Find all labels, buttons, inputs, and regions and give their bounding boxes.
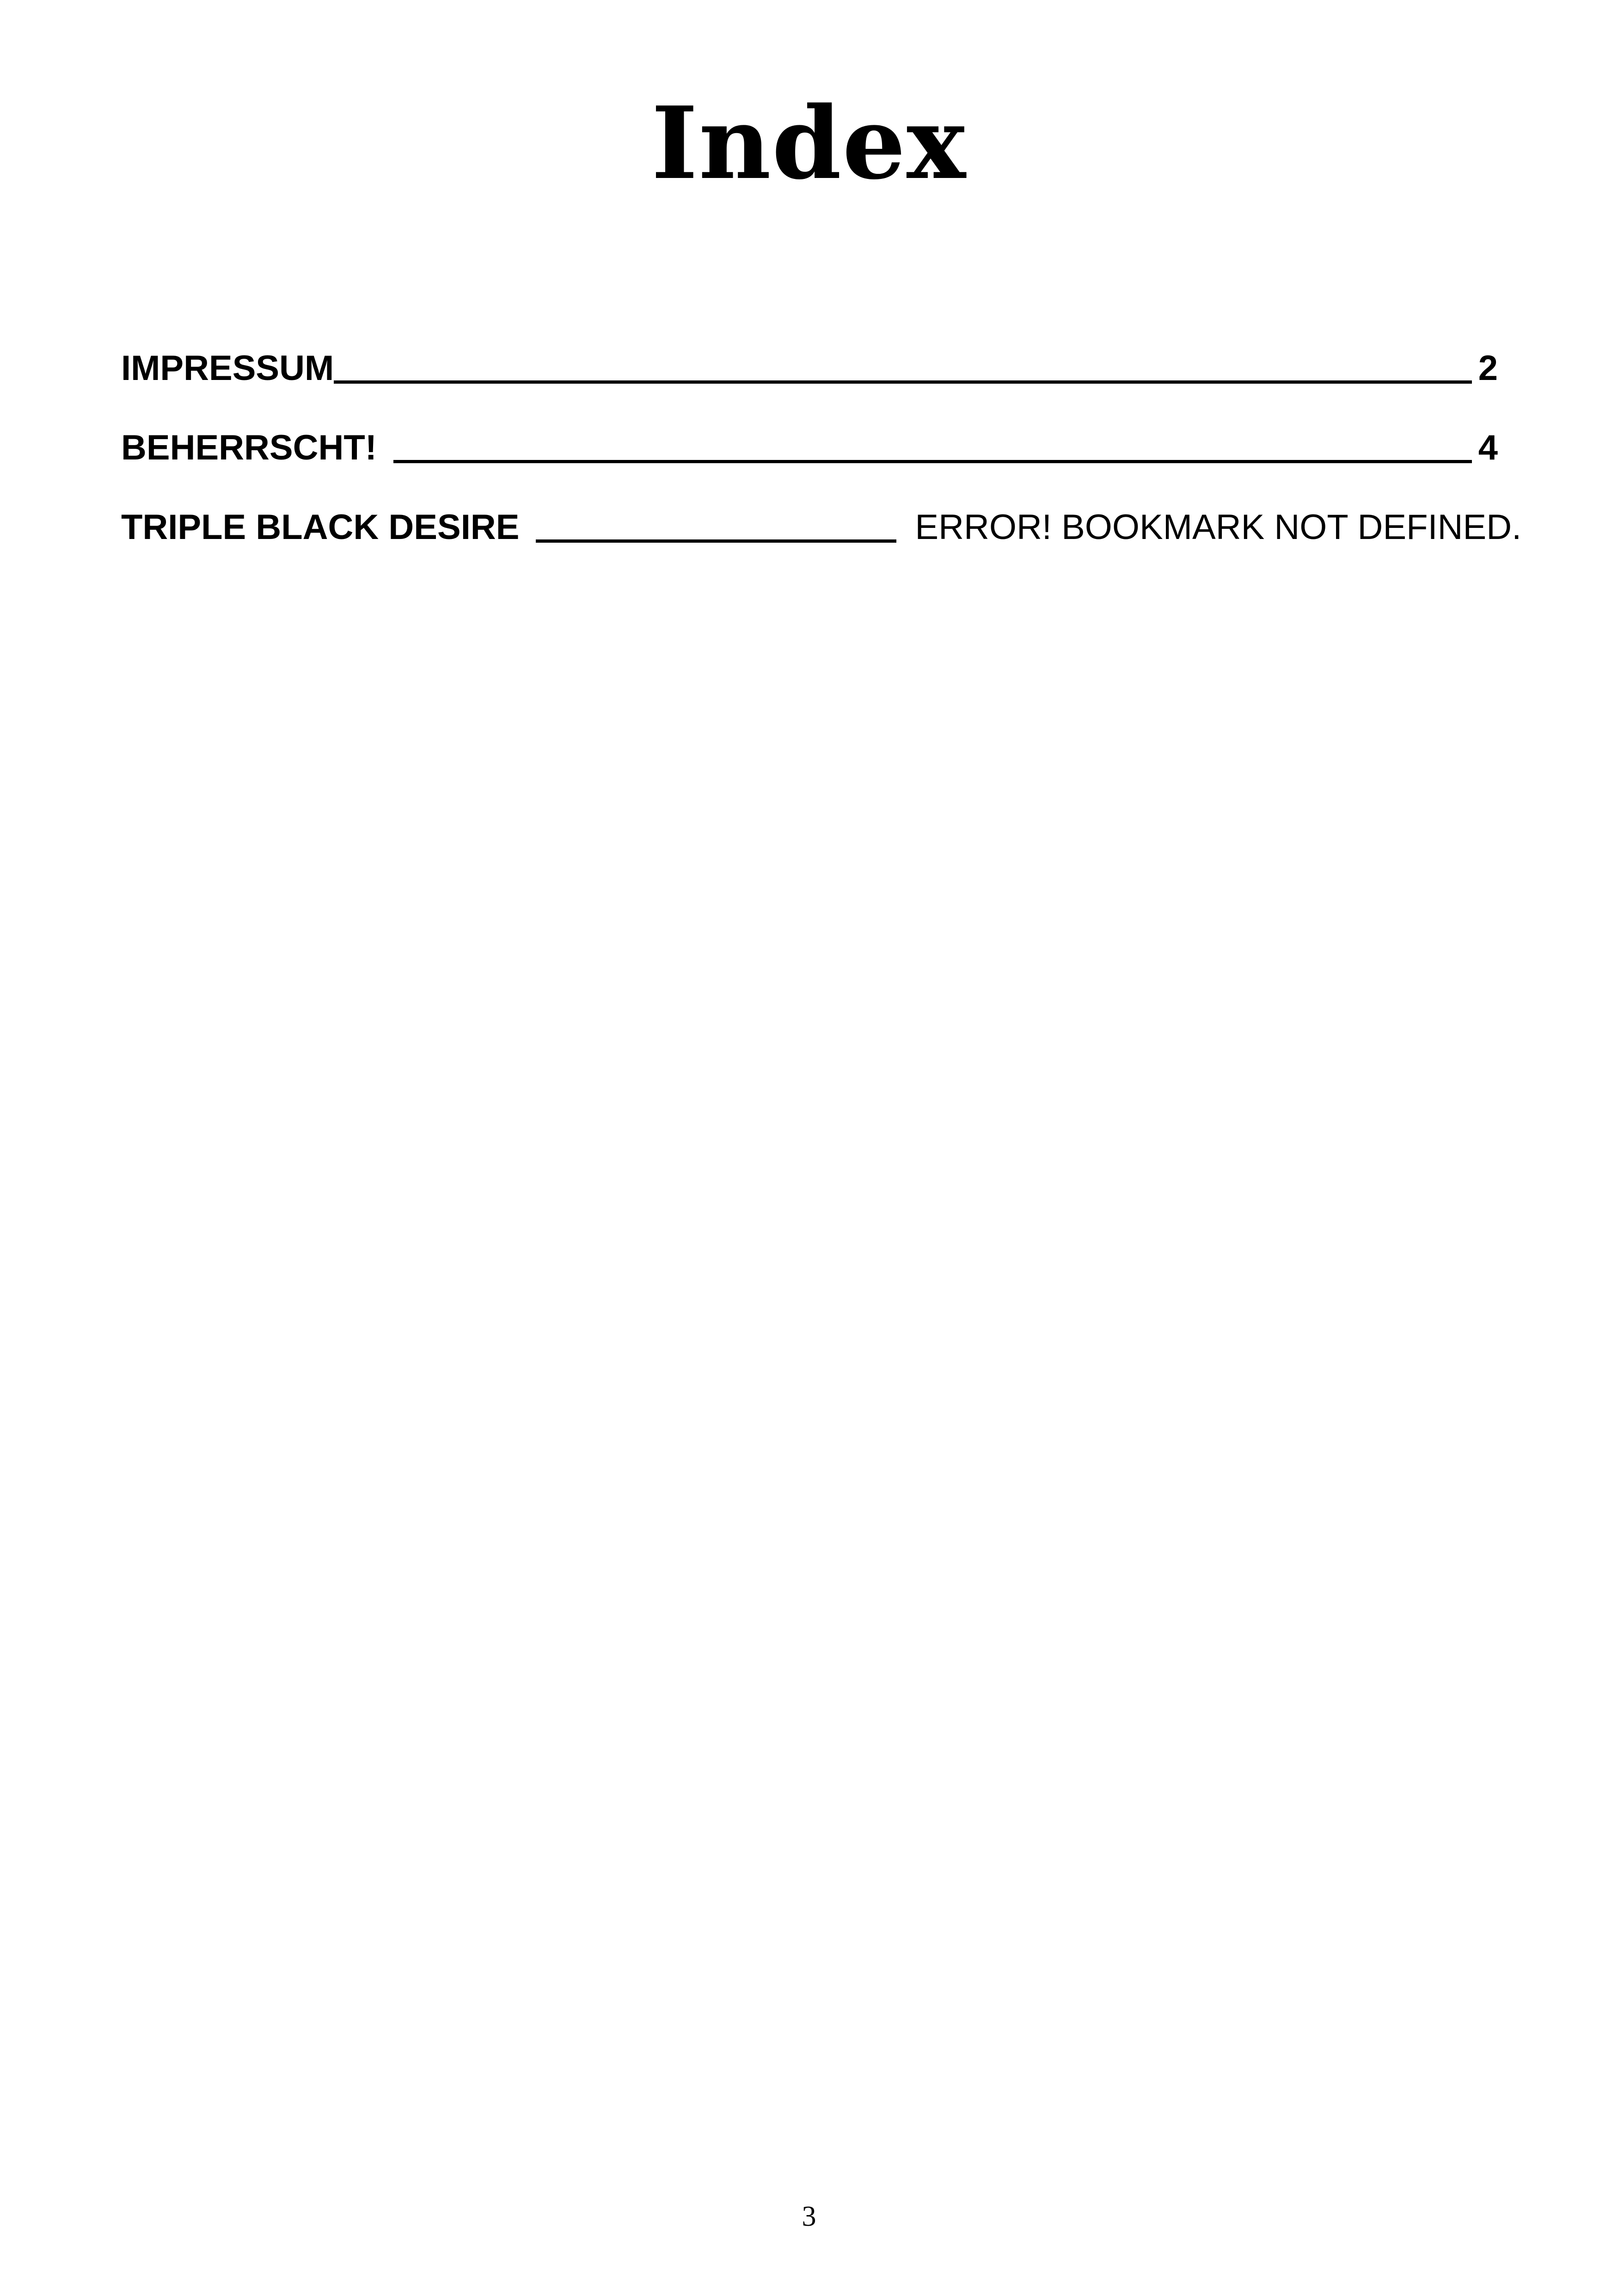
toc-leader-line bbox=[536, 539, 896, 543]
toc-entry-label: BEHERRSCHT! bbox=[121, 428, 377, 467]
toc-leader-line bbox=[393, 460, 1472, 463]
page-title: Index bbox=[651, 85, 967, 202]
toc-leader-line bbox=[334, 380, 1471, 384]
toc-entry-error-message: ERROR! BOOKMARK NOT DEFINED. bbox=[915, 508, 1522, 547]
toc-entry-label: IMPRESSUM bbox=[121, 349, 334, 388]
toc-entry-beherrscht[interactable] bbox=[121, 394, 1498, 473]
toc-entry-impressum[interactable] bbox=[121, 314, 1498, 394]
toc-entry-triple-black-desire[interactable] bbox=[121, 473, 1522, 553]
toc-entry-page: 2 bbox=[1478, 349, 1498, 388]
page-number: 3 bbox=[802, 2201, 816, 2232]
table-of-contents bbox=[121, 314, 1522, 553]
toc-entry-page: 4 bbox=[1478, 428, 1498, 467]
toc-entry-label: TRIPLE BLACK DESIRE bbox=[121, 508, 520, 547]
